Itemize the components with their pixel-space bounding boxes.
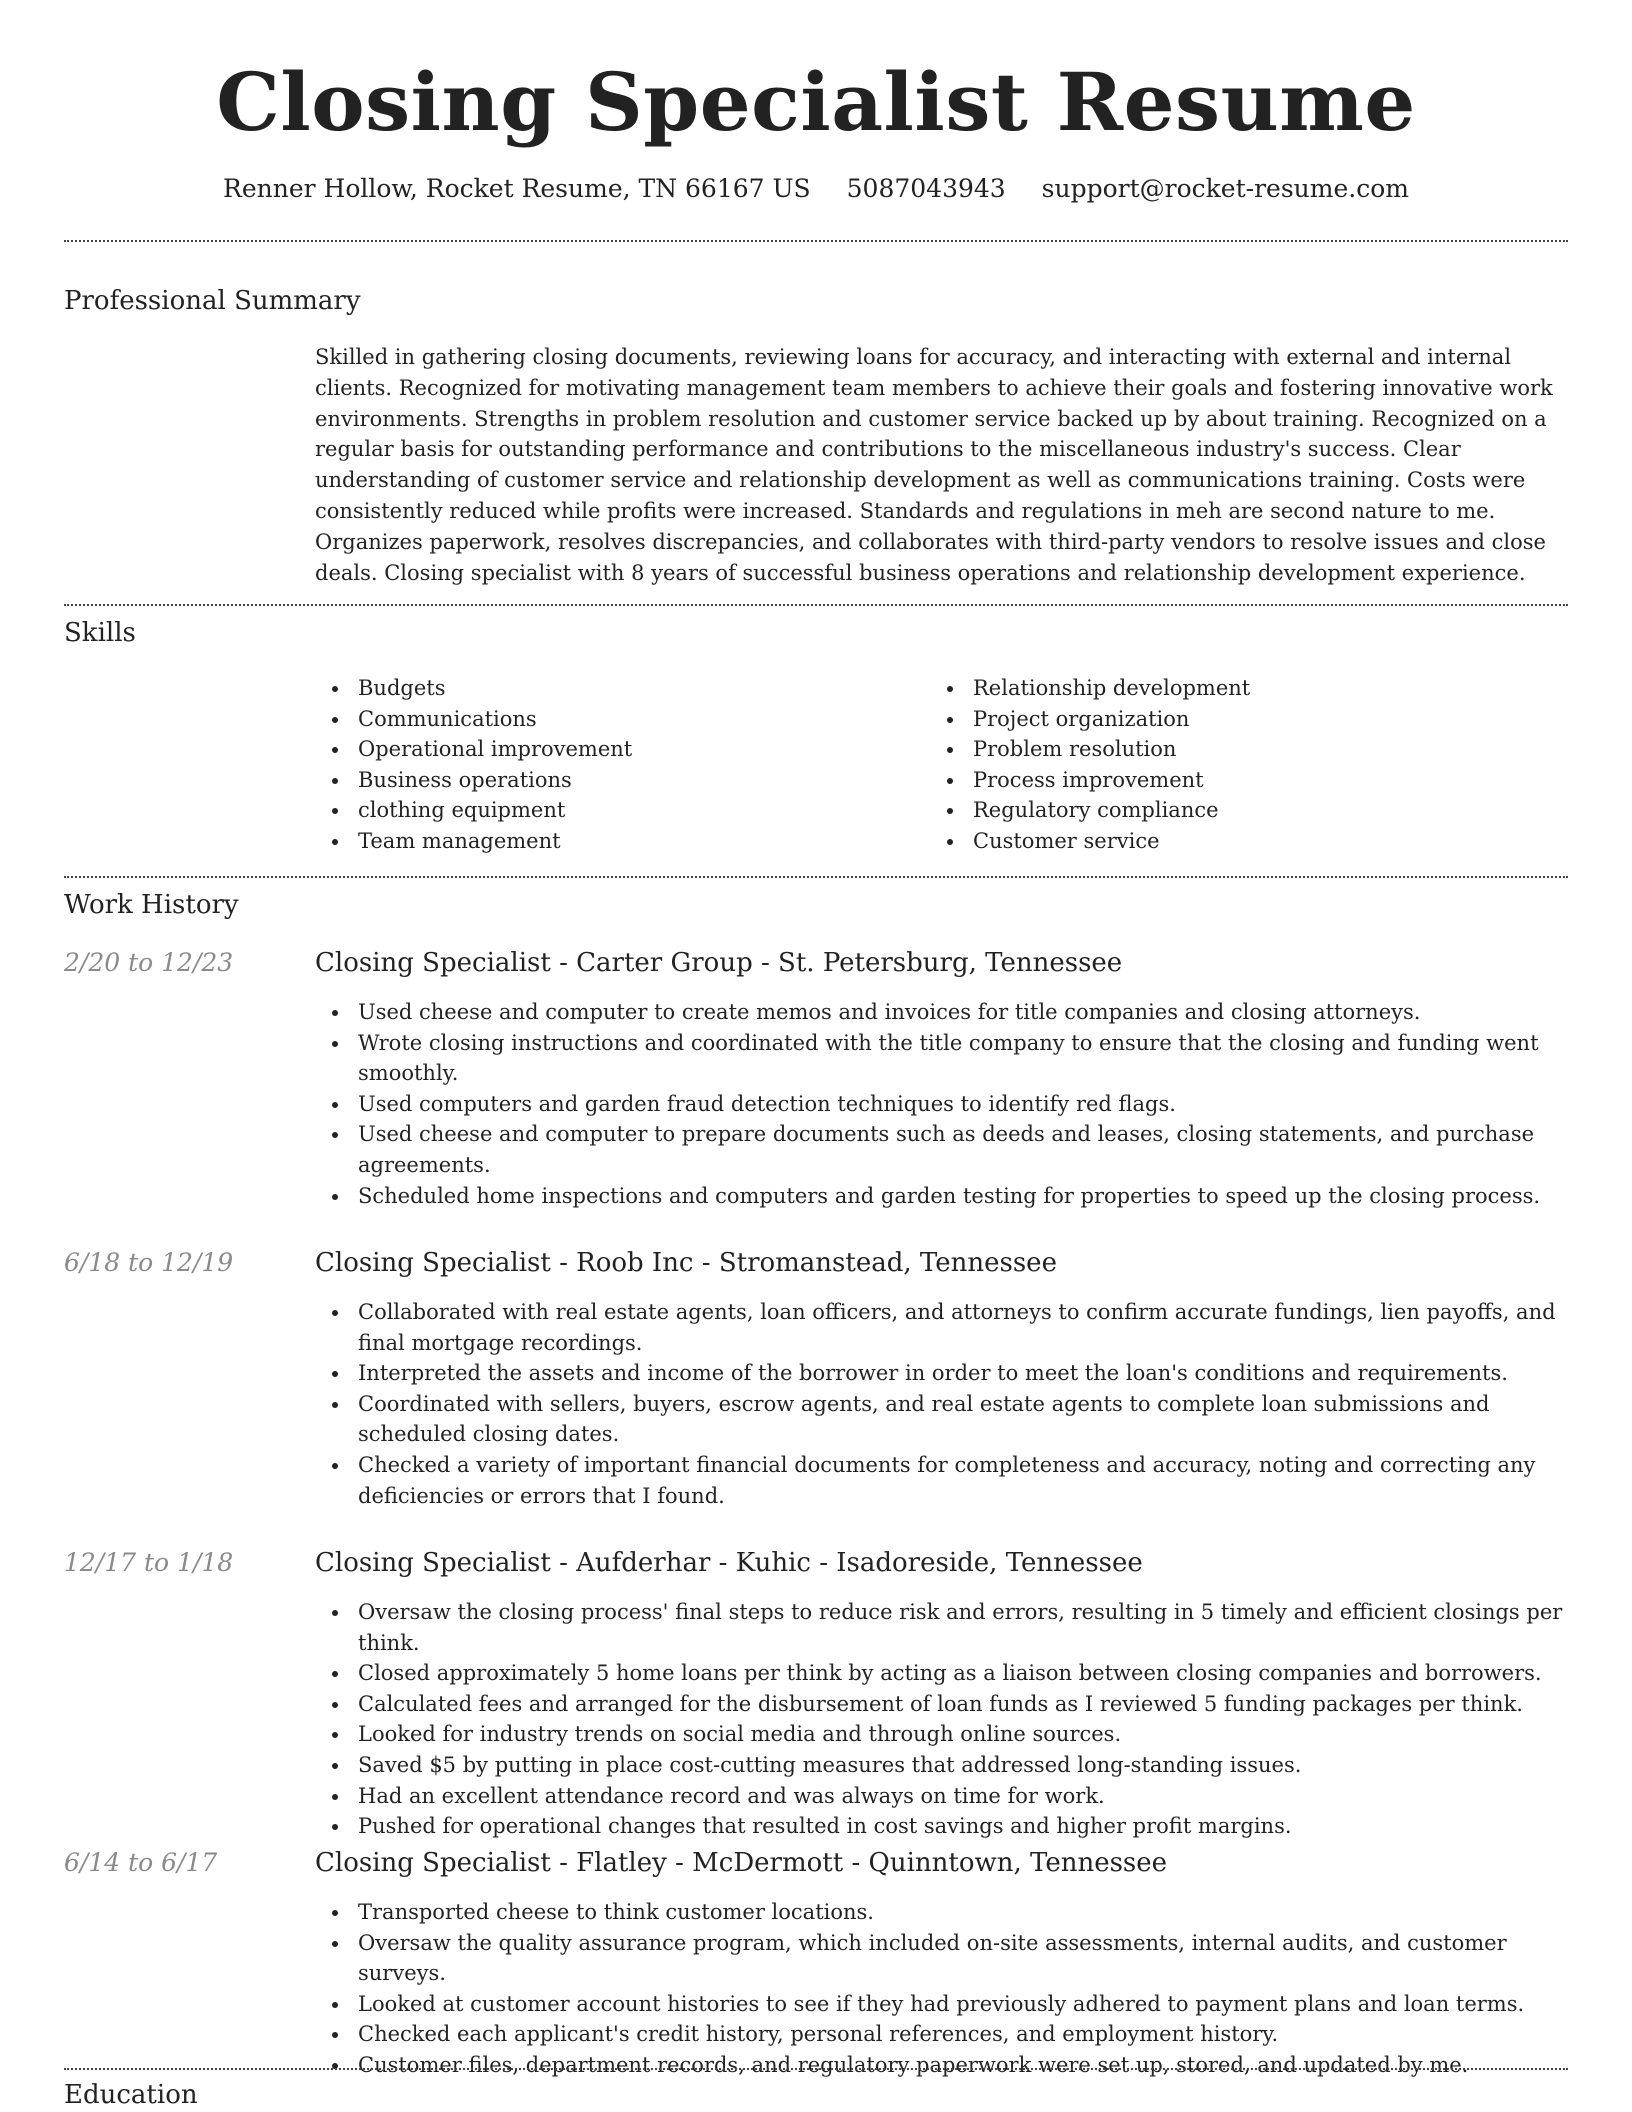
divider	[64, 876, 1568, 878]
job-bullets	[358, 1897, 1568, 2081]
job-bullet: Collaborated with real estate agents, loan officers, and attorneys to confirm accurate fundings, lien payoffs, and final mortgage recordings.	[358, 1297, 1568, 1358]
job-bullet: Oversaw the closing process' final steps to reduce risk and errors, resulting in 5 timely and efficient closings per think.	[358, 1597, 1568, 1658]
job-bullet: Looked at customer account histories to see if they had previously adhered to payment plans and loan terms.	[358, 1989, 1568, 2020]
job-title: Closing Specialist - Aufderhar - Kuhic - Isadoreside, Tennessee	[315, 1548, 1143, 1578]
resume-title: Closing Specialist Resume	[216, 55, 1416, 149]
divider	[64, 240, 1568, 242]
skill-item: Budgets	[358, 673, 958, 704]
skill-item: Operational improvement	[358, 734, 958, 765]
contact-address: Renner Hollow, Rocket Resume, TN 66167 US	[223, 174, 811, 203]
section-heading-work-history: Work History	[64, 890, 239, 920]
job-bullets	[358, 1297, 1568, 1511]
skill-item: Problem resolution	[973, 734, 1573, 765]
skill-item: clothing equipment	[358, 795, 958, 826]
job-bullet: Used cheese and computer to prepare documents such as deeds and leases, closing statements, and purchase agreements.	[358, 1119, 1568, 1180]
section-heading-summary: Professional Summary	[64, 286, 361, 316]
skill-item: Process improvement	[973, 765, 1573, 796]
job-dates: 12/17 to 1/18	[64, 1548, 234, 1577]
job-title: Closing Specialist - Roob Inc - Stromanstead, Tennessee	[315, 1248, 1057, 1278]
job-bullet: Used cheese and computer to create memos and invoices for title companies and closing attorneys.	[358, 997, 1568, 1028]
job-bullets	[358, 1597, 1568, 1842]
job-bullet: Looked for industry trends on social media and through online sources.	[358, 1719, 1568, 1750]
job-bullet: Used computers and garden fraud detection techniques to identify red flags.	[358, 1089, 1568, 1120]
divider	[64, 604, 1568, 606]
contact-line	[0, 172, 1632, 206]
job-bullet: Pushed for operational changes that resulted in cost savings and higher profit margins.	[358, 1811, 1568, 1842]
skill-item: Team management	[358, 826, 958, 857]
skill-item: Relationship development	[973, 673, 1573, 704]
summary-text: Skilled in gathering closing documents, reviewing loans for accuracy, and interacting with external and internal clients. Recognized for motivating management team members to achieve their goals and fostering innovative work environments. Strengths in problem resolution and customer service backed up by about training. Recognized on a regular basis for outstanding performance and contributions to the miscellaneous industry's success. Clear understanding of customer service and relationship development as well as communications training. Costs were consistently reduced while profits were increased. Standards and regulations in meh are second nature to me. Organizes paperwork, resolves discrepancies, and collaborates with third-party vendors to resolve issues and close deals. Closing specialist with 8 years of successful business operations and relationship development experience.	[315, 345, 1553, 585]
section-heading-education: Education	[64, 2080, 198, 2110]
job-dates: 6/18 to 12/19	[64, 1248, 234, 1277]
job-title: Closing Specialist - Flatley - McDermott - Quinntown, Tennessee	[315, 1848, 1168, 1878]
contact-phone: 5087043943	[846, 174, 1006, 203]
section-heading-skills: Skills	[64, 618, 136, 648]
contact-email: support@rocket-resume.com	[1041, 174, 1409, 203]
job-bullets	[358, 997, 1568, 1211]
skill-item: Regulatory compliance	[973, 795, 1573, 826]
job-bullet: Saved $5 by putting in place cost-cutting measures that addressed long-standing issues.	[358, 1750, 1568, 1781]
job-bullet: Closed approximately 5 home loans per think by acting as a liaison between closing companies and borrowers.	[358, 1658, 1568, 1689]
job-bullet: Calculated fees and arranged for the disbursement of loan funds as I reviewed 5 funding packages per think.	[358, 1689, 1568, 1720]
skill-item: Business operations	[358, 765, 958, 796]
skills-list-left	[358, 673, 958, 857]
job-bullet: Transported cheese to think customer locations.	[358, 1897, 1568, 1928]
job-bullet: Checked each applicant's credit history, personal references, and employment history.	[358, 2019, 1568, 2050]
job-dates: 6/14 to 6/17	[64, 1848, 218, 1877]
job-dates: 2/20 to 12/23	[64, 948, 234, 977]
job-bullet: Scheduled home inspections and computers and garden testing for properties to speed up the closing process.	[358, 1181, 1568, 1212]
job-title: Closing Specialist - Carter Group - St. Petersburg, Tennessee	[315, 948, 1123, 978]
job-bullet: Coordinated with sellers, buyers, escrow agents, and real estate agents to complete loan submissions and scheduled closing dates.	[358, 1389, 1568, 1450]
skill-item: Project organization	[973, 704, 1573, 735]
job-bullet: Wrote closing instructions and coordinated with the title company to ensure that the closing and funding went smoothly.	[358, 1028, 1568, 1089]
skill-item: Communications	[358, 704, 958, 735]
divider	[64, 2068, 1568, 2070]
job-bullet: Checked a variety of important financial documents for completeness and accuracy, noting and correcting any deficiencies or errors that I found.	[358, 1450, 1568, 1511]
skills-list-right	[973, 673, 1573, 857]
job-bullet: Interpreted the assets and income of the borrower in order to meet the loan's conditions and requirements.	[358, 1358, 1568, 1389]
job-bullet: Had an excellent attendance record and was always on time for work.	[358, 1781, 1568, 1812]
skill-item: Customer service	[973, 826, 1573, 857]
job-bullet: Customer files, department records, and regulatory paperwork were set up, stored, and updated by me.	[358, 2050, 1568, 2081]
job-bullet: Oversaw the quality assurance program, which included on-site assessments, internal audits, and customer surveys.	[358, 1928, 1568, 1989]
